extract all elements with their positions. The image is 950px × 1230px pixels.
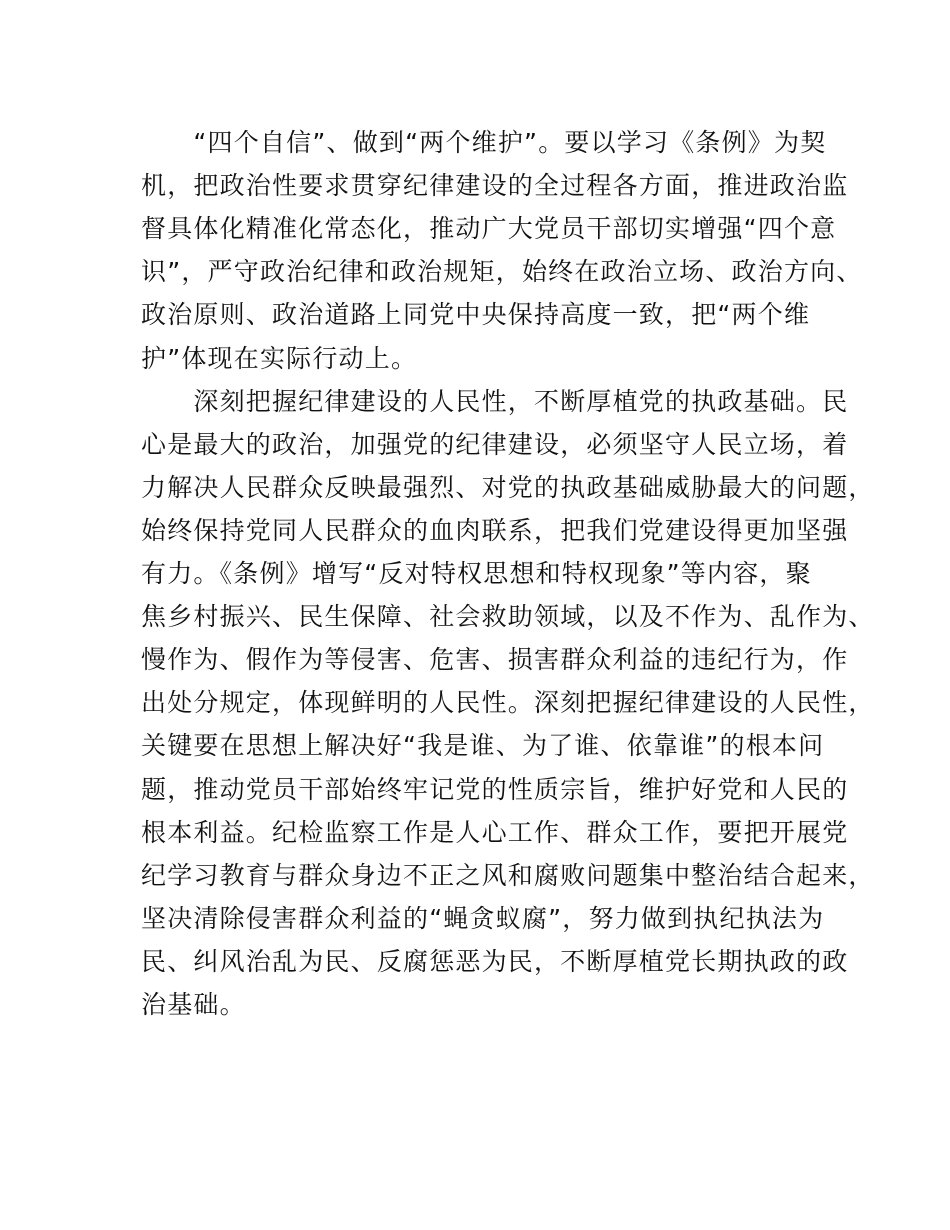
- text-line: 力解决人民群众反映最强烈、对党的执政基础威胁最大的问题，: [141, 472, 875, 502]
- text-line: 焦乡村振兴、民生保障、社会救助领域，以及不作为、乱作为、: [141, 602, 875, 632]
- text-line: 识”，严守政治纪律和政治规矩，始终在政治立场、政治方向、: [141, 257, 863, 287]
- text-line: 纪学习教育与群众身边不正之风和腐败问题集中整治结合起来，: [141, 860, 875, 890]
- text-line: “四个自信”、做到“两个维护”。要以学习《条例》为契: [141, 128, 827, 157]
- text-line: 慢作为、假作为等侵害、危害、损害群众利益的违纪行为，作: [141, 645, 849, 675]
- text-line: 政治原则、政治道路上同党中央保持高度一致，把“两个维: [141, 300, 811, 330]
- text-line: 始终保持党同人民群众的血肉联系，把我们党建设得更加坚强: [141, 515, 849, 545]
- text-line: 题，推动党员干部始终牢记党的性质宗旨，维护好党和人民的: [141, 774, 849, 804]
- text-line: 治基础。: [141, 990, 246, 1019]
- text-line: 有力。《条例》增写“反对特权思想和特权现象”等内容，聚: [141, 559, 812, 588]
- text-line: 坚决清除侵害群众利益的“蝇贪蚁腐”，努力做到执纪执法为: [141, 903, 825, 933]
- text-line: 深刻把握纪律建设的人民性，不断厚植党的执政基础。民: [141, 386, 849, 416]
- text-line: 护”体现在实际行动上。: [141, 343, 418, 373]
- text-line: 关键要在思想上解决好“我是谁、为了谁、依靠谁”的根本问: [141, 731, 825, 761]
- text-line: 机，把政治性要求贯穿纪律建设的全过程各方面，推进政治监: [141, 171, 849, 201]
- text-line: 心是最大的政治，加强党的纪律建设，必须坚守人民立场，着: [141, 429, 849, 459]
- text-line: 出处分规定，体现鲜明的人民性。深刻把握纪律建设的人民性，: [141, 688, 875, 718]
- text-line: 根本利益。纪检监察工作是人心工作、群众工作，要把开展党: [141, 817, 849, 847]
- text-line: 民、纠风治乱为民、反腐惩恶为民，不断厚植党长期执政的政: [141, 946, 849, 976]
- text-line: 督具体化精准化常态化，推动广大党员干部切实增强“四个意: [141, 214, 837, 244]
